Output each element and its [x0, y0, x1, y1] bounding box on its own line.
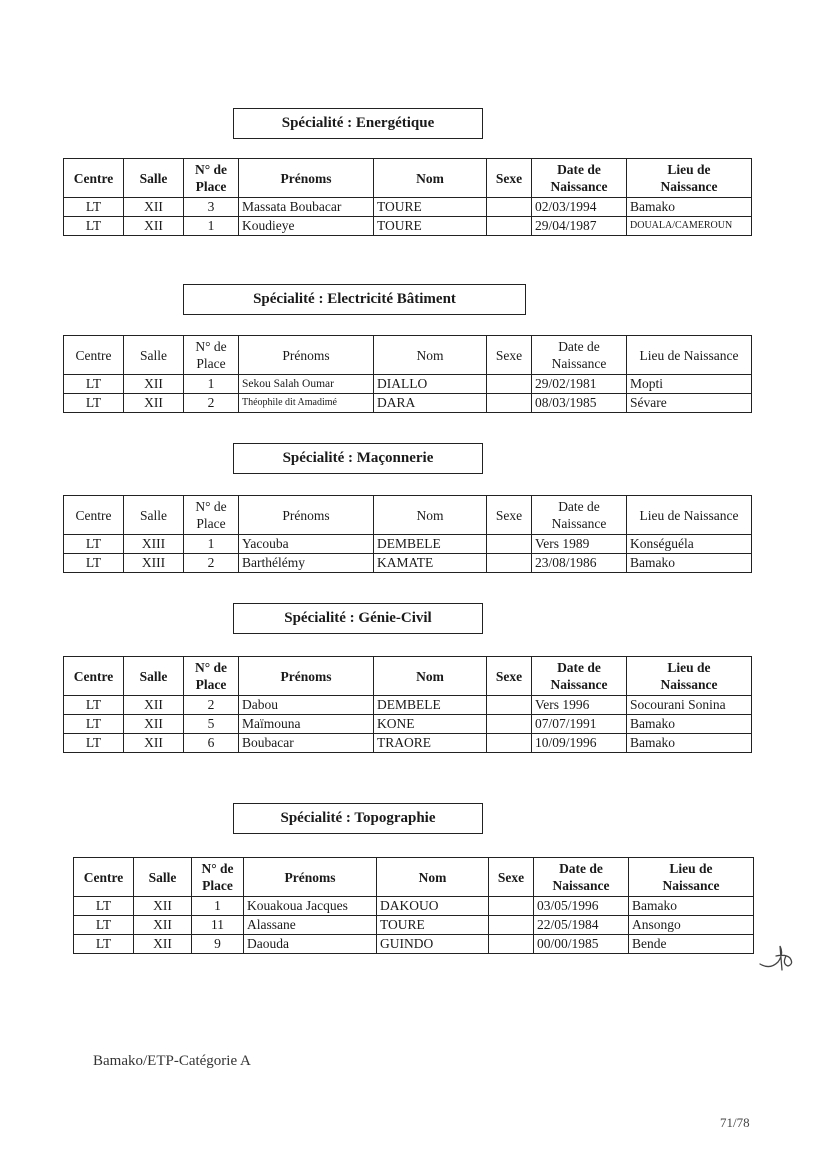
table-header-row: [64, 159, 752, 198]
table-row: [74, 935, 754, 954]
section-title-genie-civil: Spécialité : Génie-Civil: [233, 603, 483, 634]
cell-sexe: [489, 935, 534, 954]
cell-salle: XII: [124, 715, 184, 734]
col-header-no-place: N° de Place: [184, 336, 239, 375]
cell-lieu: Konséguéla: [627, 535, 752, 554]
col-header-nom: Nom: [374, 496, 487, 535]
col-header-no-place: N° de Place: [192, 858, 244, 897]
cell-centre: LT: [64, 715, 124, 734]
cell-sexe: [489, 897, 534, 916]
col-header-nom: Nom: [374, 336, 487, 375]
cell-place: 2: [184, 554, 239, 573]
cell-nom: TOURE: [377, 916, 489, 935]
col-header-centre: Centre: [64, 159, 124, 198]
cell-prenoms: Massata Boubacar: [239, 198, 374, 217]
table-maconnerie: [63, 495, 752, 573]
col-header-prenoms: Prénoms: [239, 159, 374, 198]
cell-date: 29/02/1981: [532, 375, 627, 394]
table-row: [64, 198, 752, 217]
table-header-row: [64, 496, 752, 535]
cell-sexe: [487, 554, 532, 573]
cell-salle: XIII: [124, 554, 184, 573]
col-header-date-naissance: Date de Naissance: [532, 657, 627, 696]
col-header-lieu-naissance: Lieu de Naissance: [627, 159, 752, 198]
cell-nom: DIALLO: [374, 375, 487, 394]
cell-nom: GUINDO: [377, 935, 489, 954]
cell-sexe: [487, 734, 532, 753]
cell-date: 10/09/1996: [532, 734, 627, 753]
table-row: [74, 897, 754, 916]
col-header-lieu-naissance: Lieu de Naissance: [627, 657, 752, 696]
cell-date: 23/08/1986: [532, 554, 627, 573]
cell-date: 02/03/1994: [532, 198, 627, 217]
table-row: [74, 916, 754, 935]
col-header-nom: Nom: [377, 858, 489, 897]
col-header-sexe: Sexe: [487, 159, 532, 198]
cell-place: 1: [184, 217, 239, 236]
cell-place: 1: [184, 535, 239, 554]
cell-prenoms: Maïmouna: [239, 715, 374, 734]
col-header-centre: Centre: [74, 858, 134, 897]
col-header-no-place: N° de Place: [184, 159, 239, 198]
cell-nom: TOURE: [374, 198, 487, 217]
col-header-date-naissance: Date de Naissance: [534, 858, 629, 897]
col-header-nom: Nom: [374, 657, 487, 696]
section-title-energetique: Spécialité : Energétique: [233, 108, 483, 139]
cell-salle: XII: [124, 734, 184, 753]
col-header-prenoms: Prénoms: [244, 858, 377, 897]
cell-centre: LT: [64, 375, 124, 394]
cell-prenoms: Koudieye: [239, 217, 374, 236]
cell-date: Vers 1996: [532, 696, 627, 715]
cell-nom: TRAORE: [374, 734, 487, 753]
cell-sexe: [487, 535, 532, 554]
cell-sexe: [487, 198, 532, 217]
cell-salle: XII: [134, 916, 192, 935]
col-header-date-naissance: Date de Naissance: [532, 159, 627, 198]
cell-centre: LT: [64, 696, 124, 715]
col-header-centre: Centre: [64, 657, 124, 696]
cell-sexe: [487, 715, 532, 734]
page-number: 71/78: [720, 1115, 750, 1130]
col-header-lieu-naissance: Lieu de Naissance: [627, 336, 752, 375]
cell-centre: LT: [64, 198, 124, 217]
cell-nom: DARA: [374, 394, 487, 413]
cell-centre: LT: [64, 394, 124, 413]
col-header-salle: Salle: [124, 496, 184, 535]
cell-prenoms: Alassane: [244, 916, 377, 935]
cell-prenoms: Daouda: [244, 935, 377, 954]
cell-nom: DEMBELE: [374, 696, 487, 715]
cell-date: 07/07/1991: [532, 715, 627, 734]
cell-centre: LT: [74, 935, 134, 954]
section-title-electricite-batiment: Spécialité : Electricité Bâtiment: [183, 284, 526, 315]
cell-centre: LT: [64, 554, 124, 573]
cell-prenoms: Boubacar: [239, 734, 374, 753]
cell-place: 3: [184, 198, 239, 217]
cell-lieu: Ansongo: [629, 916, 754, 935]
col-header-date-naissance: Date de Naissance: [532, 496, 627, 535]
cell-place: 6: [184, 734, 239, 753]
cell-salle: XII: [134, 935, 192, 954]
table-topographie: [73, 857, 754, 954]
table-row: [64, 217, 752, 236]
cell-sexe: [487, 217, 532, 236]
col-header-salle: Salle: [124, 336, 184, 375]
cell-centre: LT: [64, 734, 124, 753]
cell-salle: XII: [124, 394, 184, 413]
cell-lieu: Bamako: [629, 897, 754, 916]
col-header-no-place: N° de Place: [184, 657, 239, 696]
table-row: [64, 554, 752, 573]
cell-place: 9: [192, 935, 244, 954]
cell-place: 11: [192, 916, 244, 935]
section-title-maconnerie: Spécialité : Maçonnerie: [233, 443, 483, 474]
col-header-sexe: Sexe: [487, 657, 532, 696]
cell-salle: XII: [124, 198, 184, 217]
col-header-date-naissance: Date de Naissance: [532, 336, 627, 375]
cell-lieu: Socourani Sonina: [627, 696, 752, 715]
col-header-centre: Centre: [64, 336, 124, 375]
table-row: [64, 734, 752, 753]
cell-place: 2: [184, 696, 239, 715]
table-electricite-batiment: [63, 335, 752, 413]
cell-centre: LT: [64, 217, 124, 236]
cell-prenoms: Sekou Salah Oumar: [239, 375, 374, 394]
table-header-row: [64, 657, 752, 696]
cell-sexe: [487, 394, 532, 413]
cell-date: 03/05/1996: [534, 897, 629, 916]
cell-sexe: [489, 916, 534, 935]
cell-prenoms: Barthélémy: [239, 554, 374, 573]
cell-prenoms: Yacouba: [239, 535, 374, 554]
table-row: [64, 394, 752, 413]
cell-lieu: DOUALA/CAMEROUN: [627, 217, 752, 236]
cell-nom: KONE: [374, 715, 487, 734]
cell-place: 2: [184, 394, 239, 413]
cell-lieu: Bamako: [627, 198, 752, 217]
cell-place: 5: [184, 715, 239, 734]
cell-date: Vers 1989: [532, 535, 627, 554]
table-row: [64, 375, 752, 394]
cell-nom: KAMATE: [374, 554, 487, 573]
cell-sexe: [487, 696, 532, 715]
cell-prenoms: Théophile dit Amadimé: [239, 394, 374, 413]
cell-date: 29/04/1987: [532, 217, 627, 236]
cell-prenoms: Kouakoua Jacques: [244, 897, 377, 916]
col-header-no-place: N° de Place: [184, 496, 239, 535]
cell-lieu: Mopti: [627, 375, 752, 394]
col-header-nom: Nom: [374, 159, 487, 198]
cell-date: 08/03/1985: [532, 394, 627, 413]
col-header-sexe: Sexe: [487, 496, 532, 535]
col-header-centre: Centre: [64, 496, 124, 535]
col-header-lieu-naissance: Lieu de Naissance: [629, 858, 754, 897]
col-header-lieu-naissance: Lieu de Naissance: [627, 496, 752, 535]
table-header-row: [64, 336, 752, 375]
cell-lieu: Bamako: [627, 554, 752, 573]
cell-lieu: Bamako: [627, 734, 752, 753]
table-header-row: [74, 858, 754, 897]
cell-salle: XII: [134, 897, 192, 916]
cell-place: 1: [192, 897, 244, 916]
cell-salle: XII: [124, 696, 184, 715]
col-header-prenoms: Prénoms: [239, 336, 374, 375]
section-title-topographie: Spécialité : Topographie: [233, 803, 483, 834]
table-genie-civil: [63, 656, 752, 753]
cell-lieu: Sévare: [627, 394, 752, 413]
table-row: [64, 696, 752, 715]
table-row: [64, 535, 752, 554]
table-energetique: [63, 158, 752, 236]
signature-mark: [756, 936, 806, 976]
cell-salle: XII: [124, 375, 184, 394]
cell-date: 00/00/1985: [534, 935, 629, 954]
cell-date: 22/05/1984: [534, 916, 629, 935]
cell-salle: XII: [124, 217, 184, 236]
col-header-sexe: Sexe: [487, 336, 532, 375]
col-header-salle: Salle: [124, 657, 184, 696]
cell-centre: LT: [74, 916, 134, 935]
cell-sexe: [487, 375, 532, 394]
cell-prenoms: Dabou: [239, 696, 374, 715]
cell-centre: LT: [74, 897, 134, 916]
table-row: [64, 715, 752, 734]
col-header-prenoms: Prénoms: [239, 496, 374, 535]
cell-salle: XIII: [124, 535, 184, 554]
col-header-prenoms: Prénoms: [239, 657, 374, 696]
col-header-sexe: Sexe: [489, 858, 534, 897]
col-header-salle: Salle: [134, 858, 192, 897]
col-header-salle: Salle: [124, 159, 184, 198]
cell-place: 1: [184, 375, 239, 394]
cell-lieu: Bamako: [627, 715, 752, 734]
cell-nom: TOURE: [374, 217, 487, 236]
footer-text: Bamako/ETP-Catégorie A: [93, 1053, 251, 1069]
cell-lieu: Bende: [629, 935, 754, 954]
cell-centre: LT: [64, 535, 124, 554]
cell-nom: DEMBELE: [374, 535, 487, 554]
cell-nom: DAKOUO: [377, 897, 489, 916]
